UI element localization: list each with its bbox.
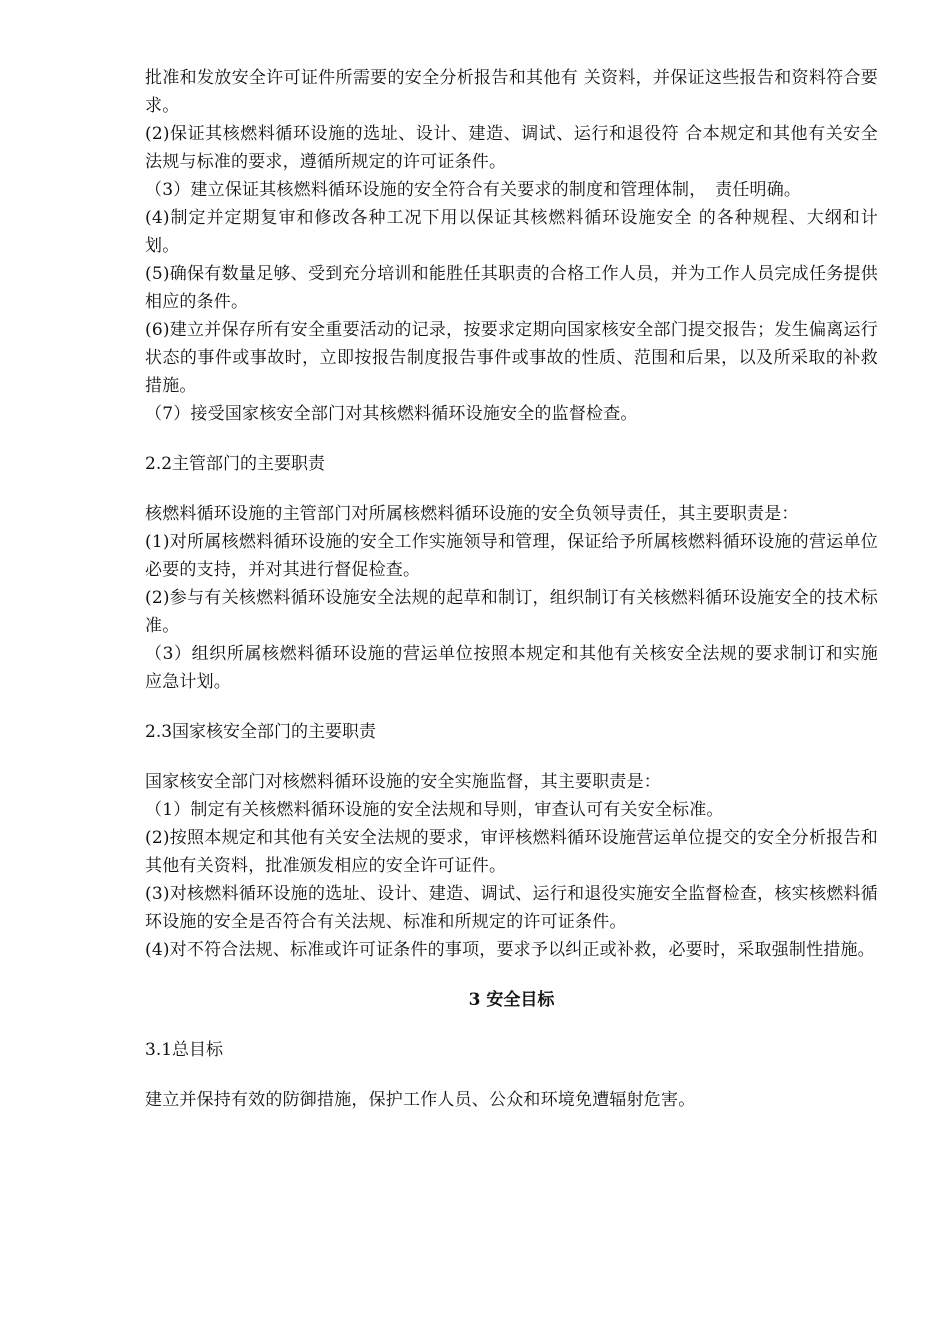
list-item-2-3-3: (3)对核燃料循环设施的选址、设计、建造、调试、运行和退役实施安全监督检查，核实核燃料循环设施的安全是否符合有关法规、标准和所规定的许可证条件。 — [145, 884, 878, 932]
paragraph-2-3-intro: 国家核安全部门对核燃料循环设施的安全实施监督，其主要职责是： — [145, 772, 661, 792]
section-heading-2-2: 2.2主管部门的主要职责 — [145, 454, 326, 474]
list-item-2-1-2: (2)保证其核燃料循环设施的选址、设计、建造、调试、运行和退役符 合本规定和其他有关安全法规与标准的要求，遵循所规定的许可证条件。 — [145, 124, 878, 172]
list-item-2-3-2: (2)按照本规定和其他有关安全法规的要求，审评核燃料循环设施营运单位提交的安全分析报告和其他有关资料，批准颁发相应的安全许可证件。 — [145, 828, 878, 876]
paragraph-3-1: 建立并保持有效的防御措施，保护工作人员、公众和环境免遭辐射危害。 — [145, 1090, 696, 1110]
section-heading-2-3: 2.3国家核安全部门的主要职责 — [145, 722, 377, 742]
list-item-2-2-2: (2)参与有关核燃料循环设施安全法规的起草和制订，组织制订有关核燃料循环设施安全的技术标准。 — [145, 588, 878, 636]
paragraph-2-2-intro: 核燃料循环设施的主管部门对所属核燃料循环设施的安全负领导责任，其主要职责是： — [145, 504, 799, 524]
section-heading-3-1: 3.1总目标 — [145, 1040, 224, 1060]
spacer — [145, 1064, 878, 1086]
list-item-2-3-4: (4)对不符合法规、标准或许可证条件的事项，要求予以纠正或补救，必要时，采取强制性措施。 — [145, 940, 875, 960]
paragraph-continuation: 批准和发放安全许可证件所需要的安全分析报告和其他有 关资料，并保证这些报告和资料符合要求。 — [145, 68, 878, 116]
list-item-2-1-4: (4)制定并定期复审和修改各种工况下用以保证其核燃料循环设施安全 的各种规程、大纲和计划。 — [145, 208, 878, 256]
spacer — [145, 478, 878, 500]
spacer — [145, 696, 878, 718]
spacer — [145, 428, 878, 450]
list-item-2-1-7: （7）接受国家核安全部门对其核燃料循环设施安全的监督检查。 — [145, 404, 638, 424]
list-item-2-2-1: (1)对所属核燃料循环设施的安全工作实施领导和管理，保证给予所属核燃料循环设施的营运单位必要的支持，并对其进行督促检查。 — [145, 532, 878, 580]
list-item-2-2-3: （3）组织所属核燃料循环设施的营运单位按照本规定和其他有关核安全法规的要求制订和实施应急计划。 — [145, 644, 878, 692]
spacer — [145, 1014, 878, 1036]
list-item-2-1-3: （3）建立保证其核燃料循环设施的安全符合有关要求的制度和管理体制， 责任明确。 — [145, 180, 802, 200]
list-item-2-1-6: (6)建立并保存所有安全重要活动的记录，按要求定期向国家核安全部门提交报告；发生偏离运行状态的事件或事故时，立即按报告制度报告事件或事故的性质、范围和后果，以及所采取的补救措施。 — [145, 320, 878, 396]
list-item-2-1-5: (5)确保有数量足够、受到充分培训和能胜任其职责的合格工作人员，并为工作人员完成任务提供相应的条件。 — [145, 264, 878, 312]
spacer — [145, 746, 878, 768]
list-item-2-3-1: （1）制定有关核燃料循环设施的安全法规和导则，审查认可有关安全标准。 — [145, 800, 724, 820]
chapter-title-3: 3 安全目标 — [468, 990, 555, 1010]
spacer — [145, 964, 878, 986]
